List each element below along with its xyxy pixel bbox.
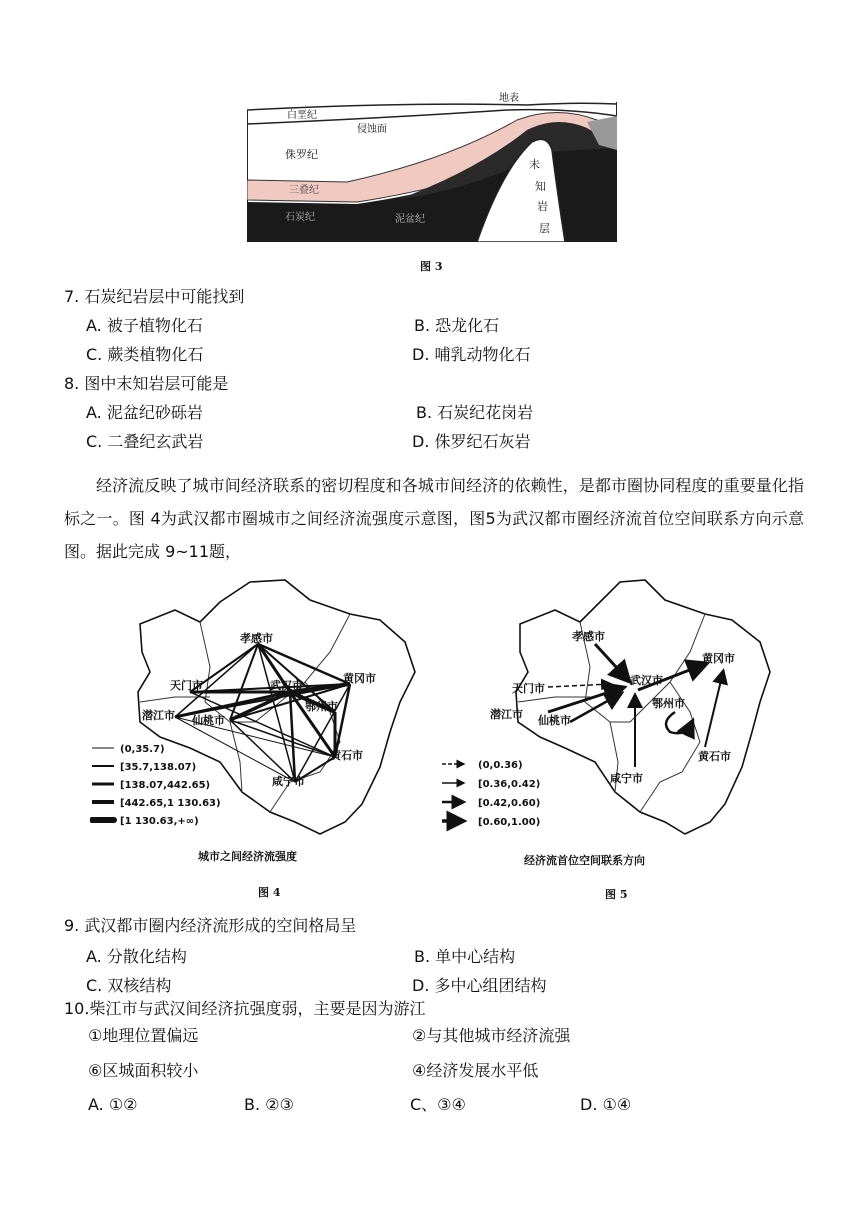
fig4-city-qianjiang: 潜江市 bbox=[142, 709, 175, 722]
legend5-label-3: [0.42,0.60) bbox=[478, 798, 541, 809]
q10-option-a[interactable]: A. ①② bbox=[88, 1095, 138, 1114]
fig4-city-huanggang: 黄冈市 bbox=[343, 672, 376, 685]
q10-option-d[interactable]: D. ①④ bbox=[580, 1095, 632, 1114]
label-triassic: 三叠纪 bbox=[289, 185, 319, 196]
fig5-city-xiantao: 仙桃市 bbox=[538, 714, 571, 727]
q9-option-b[interactable]: B. 单中心结构 bbox=[414, 947, 516, 966]
fig3-caption: 图 3 bbox=[420, 260, 443, 273]
figure-3 bbox=[247, 90, 617, 242]
label-carboniferous: 石炭纪 bbox=[285, 212, 315, 223]
q9-stem: 9. 武汉都市圈内经济流形成的空间格局呈 bbox=[64, 916, 357, 935]
q10-statement-3: ⑥区城面积较小 bbox=[88, 1061, 199, 1080]
fig4-city-xiantao: 仙桃市 bbox=[192, 714, 225, 727]
fig5-city-huanggang: 黄冈市 bbox=[702, 652, 735, 665]
fig4-legend-svg bbox=[90, 740, 230, 830]
label-jurassic: 侏罗纪 bbox=[285, 148, 318, 161]
fig5-city-tianmen: 天门市 bbox=[512, 682, 545, 695]
legend5-label-1: (0,0.36) bbox=[478, 760, 523, 771]
legend5-label-4: [0.60,1.00) bbox=[478, 817, 541, 828]
q9-option-a[interactable]: A. 分散化结构 bbox=[86, 947, 187, 966]
geologic-section bbox=[247, 90, 617, 242]
q10-statement-4: ④经济发展水平低 bbox=[412, 1061, 539, 1080]
q10-option-c[interactable]: C、③④ bbox=[410, 1095, 466, 1114]
fig4-subtitle: 城市之间经济流强度 bbox=[198, 850, 297, 863]
q7-option-c[interactable]: C. 蕨类植物化石 bbox=[86, 345, 204, 364]
label-unknown-3: 岩 bbox=[537, 200, 548, 213]
fig4-city-tianmen: 天门市 bbox=[170, 679, 203, 692]
q9-option-c[interactable]: C. 双核结构 bbox=[86, 976, 172, 995]
q8-option-c[interactable]: C. 二叠纪玄武岩 bbox=[86, 432, 204, 451]
fig4-caption: 图 4 bbox=[258, 886, 281, 899]
passage-text: 经济流反映了城市间经济联系的密切程度和各城市间经济的依赖性，是都市圈协同程度的重要量化指标之一。图 4为武汉都市圈城市之间经济流强度示意图，图5为武汉都市圈经济流首位空间联系方向示意图。据此完成 9~11题， bbox=[64, 476, 804, 561]
label-unknown-4: 层 bbox=[539, 222, 550, 235]
q10-statement-1: ①地理位置偏远 bbox=[88, 1026, 199, 1045]
q10-option-b[interactable]: B. ②③ bbox=[244, 1095, 294, 1114]
q8-option-b[interactable]: B. 石炭纪花岗岩 bbox=[416, 403, 534, 422]
fig5-city-huangshi: 黄石市 bbox=[698, 750, 731, 763]
q9-option-d[interactable]: D. 多中心组团结构 bbox=[412, 976, 547, 995]
q10-statement-2: ②与其他城市经济流强 bbox=[412, 1026, 571, 1045]
fig4-city-ezhou: 鄂州市 bbox=[305, 700, 338, 713]
q7-stem: 7. 石炭纪岩层中可能找到 bbox=[64, 287, 245, 306]
legend4-label-3: [138.07,442.65) bbox=[120, 780, 211, 791]
legend4-label-5: [1 130.63,+∞) bbox=[120, 816, 199, 827]
fig5-legend-svg bbox=[440, 756, 560, 832]
fig4-city-huangshi: 黄石市 bbox=[330, 749, 363, 762]
legend4-label-1: (0,35.7) bbox=[120, 744, 165, 755]
fig4-city-wuhan: 武汉市 bbox=[270, 679, 303, 692]
label-surface: 地表 bbox=[499, 93, 519, 104]
fig5-city-ezhou: 鄂州市 bbox=[652, 697, 685, 710]
fig4-legend bbox=[90, 740, 230, 830]
q7-option-a[interactable]: A. 被子植物化石 bbox=[86, 316, 203, 335]
fig5-city-xiaogan: 孝感市 bbox=[572, 630, 605, 643]
legend4-label-2: [35.7,138.07) bbox=[120, 762, 197, 773]
label-unknown-1: 未 bbox=[529, 158, 540, 171]
q8-stem: 8. 图中末知岩层可能是 bbox=[64, 374, 229, 393]
fig5-city-wuhan: 武汉市 bbox=[630, 674, 663, 687]
q10-stem: 10.柴江市与武汉间经济抗强度弱，主要是因为游江 bbox=[64, 999, 426, 1018]
label-erosion: 侵蚀面 bbox=[357, 124, 387, 135]
fig5-subtitle: 经济流首位空间联系方向 bbox=[524, 854, 645, 867]
fig4-city-xianning: 咸宁市 bbox=[272, 775, 305, 788]
label-devonian: 泥盆纪 bbox=[395, 214, 425, 225]
q7-option-b[interactable]: B. 恐龙化石 bbox=[414, 316, 500, 335]
q8-option-d[interactable]: D. 侏罗纪石灰岩 bbox=[412, 432, 531, 451]
fig4-city-xiaogan: 孝感市 bbox=[240, 632, 273, 645]
legend4-label-4: [442.65,1 130.63) bbox=[120, 798, 221, 809]
fig5-legend bbox=[440, 756, 560, 832]
label-unknown-2: 知 bbox=[535, 180, 546, 193]
q7-option-d[interactable]: D. 哺乳动物化石 bbox=[412, 345, 531, 364]
legend5-label-2: [0.36,0.42) bbox=[478, 779, 541, 790]
fig5-caption: 图 5 bbox=[605, 888, 628, 901]
fig5-city-qianjiang: 潜江市 bbox=[490, 708, 523, 721]
q8-option-a[interactable]: A. 泥盆纪砂砾岩 bbox=[86, 403, 203, 422]
fig5-city-xianning: 咸宁市 bbox=[610, 772, 643, 785]
label-cretaceous: 白垩纪 bbox=[287, 110, 317, 121]
